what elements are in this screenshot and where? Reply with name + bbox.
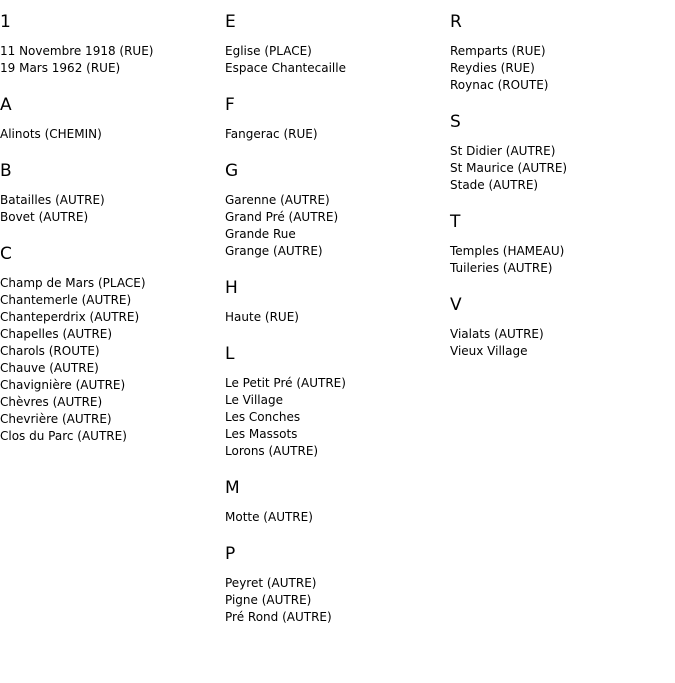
street-link[interactable]: St Didier (AUTRE)	[450, 144, 556, 158]
letter-heading: S	[450, 112, 461, 132]
street-list	[450, 243, 675, 277]
letter-group	[450, 194, 675, 277]
street-link[interactable]: Le Village	[225, 393, 283, 407]
street-link[interactable]: Roynac (ROUTE)	[450, 78, 549, 92]
street-list	[225, 309, 450, 326]
street-link[interactable]: Pigne (AUTRE)	[225, 593, 312, 607]
street-link[interactable]: Espace Chantecaille	[225, 61, 346, 75]
street-link[interactable]: Stade (AUTRE)	[450, 178, 539, 192]
street-link[interactable]: Chauve (AUTRE)	[0, 361, 99, 375]
street-list	[450, 43, 675, 94]
letter-heading: 1	[0, 12, 11, 32]
street-link[interactable]: Chèvres (AUTRE)	[0, 395, 103, 409]
street-list	[450, 326, 675, 360]
street-list	[0, 275, 225, 445]
letter-heading: G	[225, 161, 239, 181]
street-link[interactable]: Les Massots	[225, 427, 298, 441]
street-link[interactable]: Garenne (AUTRE)	[225, 193, 330, 207]
street-link[interactable]: Champ de Mars (PLACE)	[0, 276, 146, 290]
street-link[interactable]: Alinots (CHEMIN)	[0, 127, 102, 141]
street-link[interactable]: Vieux Village	[450, 344, 528, 358]
street-link[interactable]: Le Petit Pré (AUTRE)	[225, 376, 346, 390]
letter-group	[225, 460, 450, 526]
letter-group	[450, 94, 675, 194]
letter-heading: V	[450, 295, 462, 315]
street-link[interactable]: Vialats (AUTRE)	[450, 327, 544, 341]
street-link[interactable]: Peyret (AUTRE)	[225, 576, 317, 590]
street-list	[450, 143, 675, 194]
street-link[interactable]: Remparts (RUE)	[450, 44, 546, 58]
letter-group	[225, 0, 450, 77]
street-list	[225, 575, 450, 626]
street-link[interactable]: St Maurice (AUTRE)	[450, 161, 568, 175]
street-list	[225, 375, 450, 460]
street-link[interactable]: Les Conches	[225, 410, 301, 424]
letter-group	[0, 77, 225, 143]
letter-group	[225, 77, 450, 143]
street-link[interactable]: Motte (AUTRE)	[225, 510, 313, 524]
street-link[interactable]: Batailles (AUTRE)	[0, 193, 105, 207]
letter-heading: L	[225, 344, 235, 364]
street-link[interactable]: 19 Mars 1962 (RUE)	[0, 61, 121, 75]
letter-heading: C	[0, 244, 12, 264]
street-link[interactable]: Haute (RUE)	[225, 310, 299, 324]
street-link[interactable]: Chapelles (AUTRE)	[0, 327, 113, 341]
letter-group	[225, 326, 450, 460]
letter-heading: P	[225, 544, 236, 564]
letter-group	[0, 226, 225, 445]
street-link[interactable]: Chavignière (AUTRE)	[0, 378, 126, 392]
street-link[interactable]: Grand Pré (AUTRE)	[225, 210, 339, 224]
street-link[interactable]: Pré Rond (AUTRE)	[225, 610, 332, 624]
street-link[interactable]: Grange (AUTRE)	[225, 244, 323, 258]
letter-group	[450, 277, 675, 360]
letter-heading: H	[225, 278, 238, 298]
index-column	[450, 0, 675, 360]
street-list	[225, 43, 450, 77]
letter-group	[225, 143, 450, 260]
letter-heading: M	[225, 478, 240, 498]
street-list	[0, 192, 225, 226]
index-column	[0, 0, 225, 445]
street-link[interactable]: Reydies (RUE)	[450, 61, 535, 75]
street-link[interactable]: Chevrière (AUTRE)	[0, 412, 112, 426]
letter-heading: A	[0, 95, 12, 115]
street-link[interactable]: Charols (ROUTE)	[0, 344, 100, 358]
street-link[interactable]: Chantemerle (AUTRE)	[0, 293, 132, 307]
letter-group	[225, 526, 450, 626]
letter-heading: T	[450, 212, 461, 232]
letter-group	[450, 0, 675, 94]
street-link[interactable]: Tuileries (AUTRE)	[450, 261, 553, 275]
street-link[interactable]: Fangerac (RUE)	[225, 127, 318, 141]
street-list	[225, 126, 450, 143]
letter-heading: B	[0, 161, 12, 181]
street-link[interactable]: 11 Novembre 1918 (RUE)	[0, 44, 154, 58]
letter-group	[225, 260, 450, 326]
street-link[interactable]: Chanteperdrix (AUTRE)	[0, 310, 140, 324]
street-list	[225, 509, 450, 526]
street-link[interactable]: Eglise (PLACE)	[225, 44, 312, 58]
letter-group	[0, 0, 225, 77]
letter-heading: E	[225, 12, 236, 32]
street-link[interactable]: Clos du Parc (AUTRE)	[0, 429, 127, 443]
letter-heading: R	[450, 12, 462, 32]
street-link[interactable]: Bovet (AUTRE)	[0, 210, 89, 224]
street-link[interactable]: Temples (HAMEAU)	[450, 244, 565, 258]
letter-group	[0, 143, 225, 226]
street-list	[225, 192, 450, 260]
street-list	[0, 43, 225, 77]
street-link[interactable]: Lorons (AUTRE)	[225, 444, 319, 458]
index-column	[225, 0, 450, 626]
street-list	[0, 126, 225, 143]
letter-heading: F	[225, 95, 235, 115]
street-link[interactable]: Grande Rue	[225, 227, 296, 241]
